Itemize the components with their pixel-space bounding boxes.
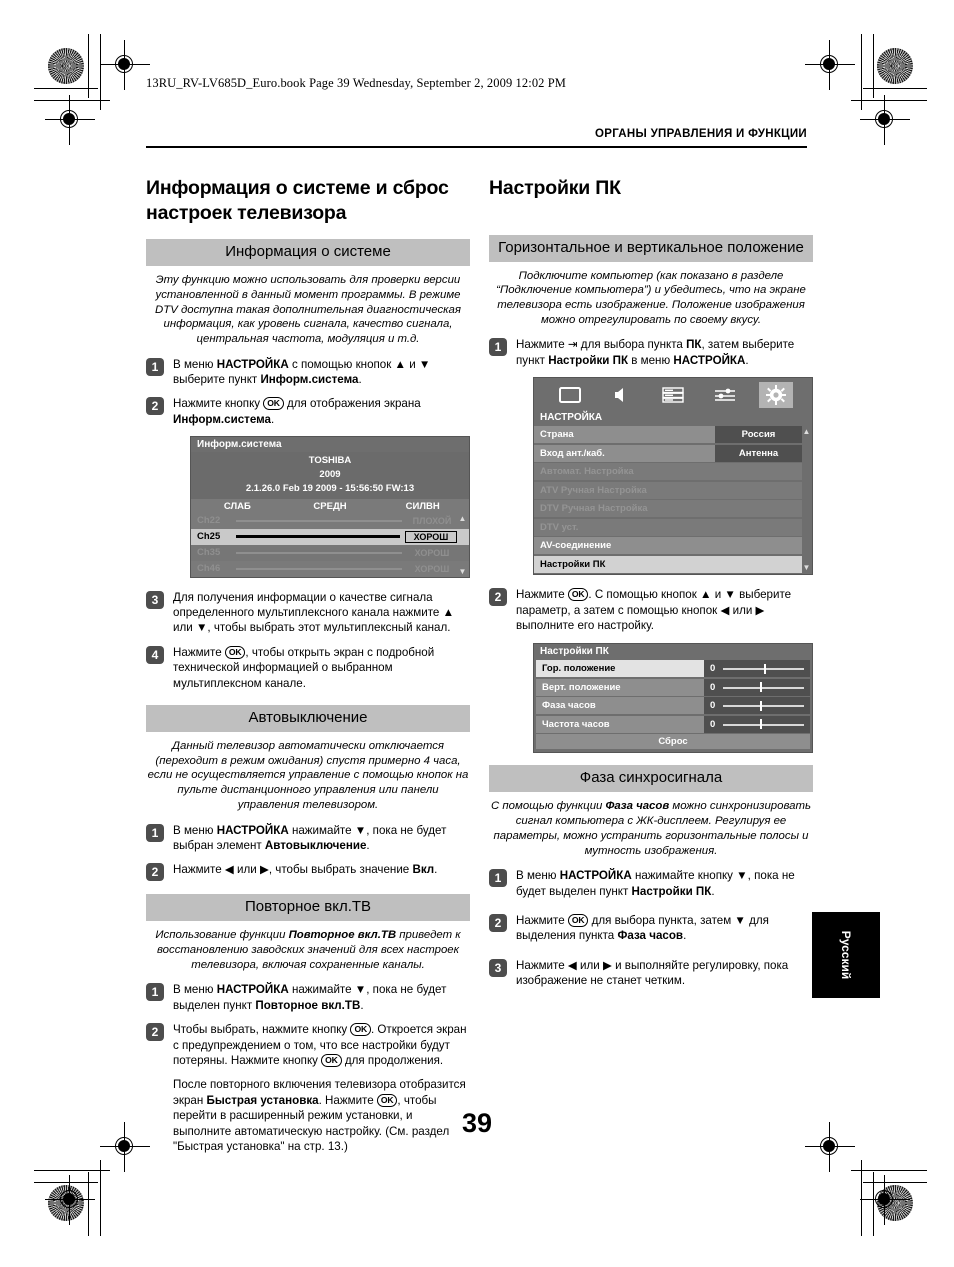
intro-text-part: Использование функции: [155, 929, 289, 942]
step-item: [489, 958, 813, 989]
section-intro-hv-position: Подключите компьютер (как показано в разделе “Подключение компьютера”) и убедитесь, что на экране телевизора есть изображение. Положение изображения можно отрегулировать по своему вкусу.: [496, 269, 806, 326]
osd-channel-row-selected[interactable]: [191, 529, 469, 545]
step-text: [516, 913, 813, 944]
step-number: 3: [489, 959, 507, 977]
step-number: 1: [146, 358, 164, 376]
pc-row-number: 0: [710, 663, 716, 675]
osd-icon-row: [534, 378, 812, 412]
step-item: [489, 337, 813, 368]
step-item: [146, 590, 470, 636]
menu-row-dtv-manual: [534, 500, 802, 517]
intro-bold-part: Фаза часов: [605, 800, 670, 813]
language-thumb-tab: [812, 912, 880, 998]
registration-mark-tr-a: [815, 50, 845, 80]
signal-bar: [236, 568, 402, 570]
step-text-part: , затем выберите пункт: [516, 338, 795, 367]
step-bold-part: Фаза часов: [617, 929, 684, 943]
osd-brand: TOSHIBA: [308, 455, 352, 467]
crop-mark: [100, 1160, 101, 1236]
crop-mark: [861, 34, 862, 110]
step-number: 2: [146, 397, 164, 415]
step-text: [173, 357, 470, 388]
step-number: 2: [489, 588, 507, 606]
menu-row-dtv-settings: [534, 519, 802, 536]
menu-row-label: ATV Ручная Настройка: [534, 482, 802, 499]
step-bold-part: Информ.система: [173, 412, 272, 426]
menu-row-country[interactable]: [534, 426, 802, 443]
step-text-part: с помощью кнопок ▲ и ▼ выберите пункт: [173, 357, 431, 387]
osd-version-block: [191, 452, 469, 498]
pc-row-slider[interactable]: [723, 701, 804, 711]
para-bold-part: Быстрая установка: [206, 1093, 319, 1107]
menu-row-value: Россия: [715, 426, 802, 443]
osd-menu-rows: [534, 426, 812, 573]
osd-channel-row[interactable]: [191, 561, 469, 577]
step-bold-part: Настройки ПК: [631, 884, 712, 898]
ok-button-icon: OK: [321, 1054, 342, 1067]
page-title-left: Информация о системе и сброс настроек телевизора: [146, 177, 449, 224]
pc-row-number: 0: [710, 718, 716, 730]
step-text: Нажмите ◀ или ▶ и выполняйте регулировку, пока изображение не станет четким.: [516, 958, 789, 988]
osd-version: 2.1.26.0 Feb 19 2009 - 15:56:50 FW:13: [245, 482, 415, 494]
step-text-part: нажимайте кнопку ▼, пока не будет выделен пункт: [516, 869, 795, 898]
osd-year: 2009: [319, 469, 341, 481]
registration-mark-tl-a: [110, 50, 140, 80]
step-text: [173, 862, 470, 881]
step-bold-part: Вкл: [412, 863, 435, 877]
right-column: [489, 176, 813, 998]
pc-row-label: Верт. положение: [536, 679, 704, 696]
menu-row-label: Автомат. Настройка: [534, 463, 802, 480]
step-item: [146, 862, 470, 881]
book-file-line: 13RU_RV-LV685D_Euro.book Page 39 Wednesday, September 2, 2009 12:02 PM: [146, 76, 567, 90]
step-text-part: Нажмите ◀ или ▶, чтобы выбрать значение: [173, 863, 413, 877]
step-text-part: .: [271, 412, 275, 426]
ok-button-icon: OK: [568, 588, 589, 601]
channel-label: Ch22: [197, 515, 221, 527]
step-text-part: Чтобы выбрать, нажмите кнопку: [173, 1023, 351, 1037]
osd-channel-list: [191, 513, 469, 577]
pc-row-value: [704, 660, 810, 677]
ok-button-icon: OK: [568, 914, 589, 927]
intro-text-part: С помощью функции: [491, 800, 606, 813]
step-text-part: В меню: [516, 869, 560, 883]
intro-text-part: приведет к восстановлению заводских значений для всех настроек телевизора, включая сохраненные каналы.: [156, 929, 461, 971]
step-text-part: для отображения экрана: [283, 397, 421, 411]
step-number: 2: [146, 1023, 164, 1041]
signal-bar: [236, 520, 402, 522]
channel-label: Ch25: [197, 531, 221, 543]
step-bold-part: НАСТРОЙКА: [216, 357, 289, 371]
menu-row-label: DTV Ручная Настройка: [534, 500, 802, 517]
osd-menu-title: НАСТРОЙКА: [540, 412, 603, 424]
scroll-up-icon[interactable]: ▲: [458, 513, 467, 523]
step-text-part: .: [434, 863, 438, 877]
channel-label: Ch46: [197, 563, 221, 575]
osd-channel-row[interactable]: [191, 545, 469, 561]
step-item: [146, 982, 470, 1013]
scale-label-weak: СЛАБ: [223, 500, 251, 512]
step-text-part: Нажмите ⇥ для выбора пункта: [516, 338, 687, 352]
osd-system-info-screen: [146, 436, 470, 577]
step-bold-part: НАСТРОЙКА: [216, 983, 289, 997]
step-text-part: В меню: [173, 983, 217, 997]
pc-row-value: [704, 697, 810, 714]
left-column: [146, 176, 470, 1155]
pc-row-slider[interactable]: [723, 719, 804, 729]
step-text-part: для выбора пункта, затем ▼ для выделения пункта: [516, 914, 769, 943]
section-intro-tv-reset: [146, 928, 470, 972]
step-text: [173, 982, 470, 1013]
pc-row-label: Гор. положение: [536, 660, 704, 677]
step-text-part: . С помощью кнопок ▲ и ▼ выберите параметр, а затем с помощью кнопок ◀ или ▶ выполните его настройку.: [516, 588, 792, 632]
crop-mark: [34, 1170, 110, 1171]
signal-bar: [236, 552, 402, 554]
step-text: [173, 645, 470, 691]
pc-row-label: Фаза часов: [536, 697, 704, 714]
step-text-part: , чтобы открыть экран с подробной технической информацией о выбранном мультиплексном канале.: [173, 645, 435, 690]
step-number: 1: [489, 869, 507, 887]
step-bold-part: НАСТРОЙКА: [216, 823, 289, 837]
pc-row-label: Частота часов: [536, 716, 704, 733]
crop-mark: [88, 34, 89, 98]
menu-row-label: DTV уст.: [534, 519, 802, 536]
step-text: [516, 868, 813, 899]
section-intro-auto-off: Данный телевизор автоматически отключается (переходит в режим ожидания) спустя примерно 4 часа, если не осуществляется управление с помощью кнопок на пульте дистанционного управления или панели управления телевизором.: [147, 740, 469, 811]
crop-mark: [873, 34, 874, 98]
ok-button-icon: OK: [225, 646, 246, 659]
step-number: 2: [146, 863, 164, 881]
features-icon[interactable]: [656, 382, 690, 408]
step-text: [516, 587, 813, 633]
crop-mark: [851, 1170, 927, 1171]
step-number: 1: [146, 824, 164, 842]
step-text-part: .: [360, 998, 364, 1012]
channel-label: Ch35: [197, 547, 221, 559]
osd-title: Информ.система: [197, 439, 282, 451]
section-heading-tv-reset: Повторное вкл.ТВ: [146, 894, 470, 921]
step-bold-part: НАСТРОЙКА: [673, 353, 746, 367]
osd-channel-row[interactable]: [191, 513, 469, 529]
pc-row-horizontal-position[interactable]: [536, 660, 810, 677]
menu-row-av-connection[interactable]: [534, 537, 802, 554]
scroll-down-icon[interactable]: ▼: [802, 562, 811, 572]
pc-row-clock-phase[interactable]: [536, 697, 810, 714]
registration-mark-tl-b: [55, 105, 85, 135]
step-text-part: нажимайте ▼, пока не будет выбран элемент: [173, 823, 447, 852]
scroll-up-icon[interactable]: ▲: [802, 427, 811, 437]
osd-scrollbar[interactable]: [458, 513, 467, 577]
header-rule: [146, 146, 807, 148]
step-text: [516, 337, 813, 368]
step-text-part: .: [683, 929, 687, 943]
signal-quality: ХОРОШ: [414, 547, 450, 558]
pc-row-slider[interactable]: [723, 664, 804, 674]
setup-gear-icon[interactable]: [759, 382, 793, 408]
step-item: [489, 913, 813, 944]
step-item: [489, 868, 813, 899]
menu-row-atv-manual: [534, 482, 802, 499]
step-text-part: для продолжения.: [341, 1054, 444, 1068]
osd-signal-scale: [191, 499, 469, 513]
step-item: [489, 587, 813, 633]
menu-row-label: Страна: [534, 426, 715, 443]
step-text-part: .: [358, 373, 362, 387]
osd-pc-settings-screen: [489, 643, 813, 753]
signal-quality: ПЛОХОЙ: [412, 515, 452, 526]
intro-bold-part: Повторное вкл.ТВ: [288, 929, 397, 942]
step-text-part: В меню: [173, 823, 217, 837]
step-item: [146, 357, 470, 388]
rosette-mark-top-left: [48, 48, 84, 84]
sound-icon[interactable]: [604, 382, 638, 408]
pc-row-number: 0: [710, 700, 716, 712]
step-text: Для получения информации о качестве сигнала определенного мультиплексного канала нажмите ▲ или ▼, чтобы выбрать этот мультиплексный канал.: [173, 590, 455, 635]
step-text-part: .: [366, 838, 370, 852]
step-number: 1: [146, 983, 164, 1001]
para-text-part: , чтобы перейти в расширенный режим установки, и выполните автоматическую настройку. (См. раздел "Быстрая установка" на стр. 13.): [173, 1093, 450, 1154]
ok-button-icon: OK: [377, 1094, 398, 1107]
step-text-part: в меню: [628, 353, 674, 367]
step-number: 4: [146, 646, 164, 664]
step-text: [173, 396, 470, 427]
step-text: [173, 823, 470, 854]
step-bold-part: ПК: [686, 338, 702, 352]
menu-row-pc-settings-selected[interactable]: [534, 556, 802, 573]
step-number: 1: [489, 338, 507, 356]
step-text-part: . Откроется экран с предупреждением о том, что все настройки будут потеряны. Нажмите кнопку: [173, 1023, 467, 1068]
page-title-right: Настройки ПК: [489, 177, 621, 199]
step-bold-part: Автовыключение: [264, 838, 367, 852]
step-item: [146, 823, 470, 854]
menu-row-antenna-input[interactable]: [534, 445, 802, 462]
ok-button-icon: OK: [350, 1023, 371, 1036]
signal-quality: ХОРОШ: [414, 563, 450, 574]
step-bold-part: НАСТРОЙКА: [559, 869, 632, 883]
step-text-part: .: [711, 884, 715, 898]
section-heading-hv-position: Горизонтальное и вертикальное положение: [489, 235, 813, 262]
section-heading-auto-off: Автовыключение: [146, 705, 470, 732]
menu-row-label: Вход ант./каб.: [534, 445, 715, 462]
signal-bar: [236, 535, 400, 538]
language-tab-label: Русский: [839, 930, 853, 980]
pc-row-value: [704, 679, 810, 696]
intro-text-part: можно синхронизировать сигнал компьютера с ЖК-дисплеем. Регулируя ее параметры, можно устранить горизонтальные полосы и мутность изображения.: [493, 800, 811, 857]
crop-mark: [88, 1172, 89, 1236]
step-bold-part: Повторное вкл.ТВ: [255, 998, 361, 1012]
osd-pc-title: Настройки ПК: [540, 646, 609, 658]
pc-row-clock-frequency[interactable]: [536, 716, 810, 733]
para-text-part: . Нажмите: [318, 1093, 377, 1107]
pc-row-vertical-position[interactable]: [536, 679, 810, 696]
ok-button-icon: OK: [263, 397, 284, 410]
step-text: [173, 1022, 470, 1068]
osd-menu-scrollbar[interactable]: [802, 426, 811, 573]
menu-row-label: Настройки ПК: [534, 556, 802, 573]
step-item: [146, 396, 470, 427]
section-intro-system-info: Эту функцию можно использовать для проверки версии установленной в данный момент программы. В режиме DTV доступна такая дополнительная диагностическая информация, как уровень сигнала, качество сигнала, центральная частота, модуляция и т.д.: [155, 274, 461, 345]
rosette-mark-top-right: [877, 48, 913, 84]
step-text-part: Нажмите: [516, 588, 568, 602]
pc-row-value: [704, 716, 810, 733]
scroll-down-icon[interactable]: ▼: [458, 566, 467, 576]
scale-label-strong: СИЛВН: [405, 500, 440, 512]
menu-row-value: Антенна: [715, 445, 802, 462]
section-heading-clock-phase: Фаза синхросигнала: [489, 765, 813, 792]
registration-mark-tr-b: [870, 105, 900, 135]
step-text-part: .: [745, 353, 749, 367]
pc-row-number: 0: [710, 681, 716, 693]
preferences-icon[interactable]: [708, 382, 742, 408]
picture-icon[interactable]: [553, 382, 587, 408]
step-item: [146, 1022, 470, 1068]
section-heading-system-info: Информация о системе: [146, 239, 470, 266]
crop-mark: [861, 1160, 862, 1236]
pc-row-slider[interactable]: [723, 682, 804, 692]
menu-row-auto-tuning: [534, 463, 802, 480]
crop-mark: [100, 34, 101, 110]
scale-label-medium: СРЕДН: [313, 500, 347, 512]
step-text-part: Нажмите кнопку: [173, 397, 264, 411]
step-number: 2: [489, 914, 507, 932]
pc-reset-button[interactable]: Сброс: [536, 734, 810, 749]
crop-mark: [873, 1172, 874, 1236]
signal-quality: ХОРОШ: [405, 531, 457, 543]
step-text-part: Нажмите: [516, 914, 568, 928]
registration-mark-bl-b: [55, 1185, 85, 1215]
running-head: ОРГАНЫ УПРАВЛЕНИЯ И ФУНКЦИИ: [595, 128, 807, 140]
step-bold-part: Настройки ПК: [548, 353, 629, 367]
menu-row-label: AV-соединение: [534, 537, 802, 554]
para-text-part: После повторного включения телевизора отобразится экран: [173, 1078, 466, 1107]
osd-setup-menu-screen: [489, 377, 813, 575]
step-text-part: нажимайте ▼, пока не будет выделен пункт: [173, 983, 447, 1012]
step-text-part: Нажмите: [173, 645, 225, 659]
step-item: [146, 645, 470, 691]
registration-mark-br-b: [870, 1185, 900, 1215]
step-number: 3: [146, 591, 164, 609]
page-number: 39: [461, 1108, 493, 1138]
step-bold-part: Информ.система: [260, 373, 359, 387]
crop-mark: [34, 100, 110, 101]
section-intro-clock-phase: [489, 799, 813, 858]
crop-mark: [851, 100, 927, 101]
step-text-part: В меню: [173, 357, 217, 371]
